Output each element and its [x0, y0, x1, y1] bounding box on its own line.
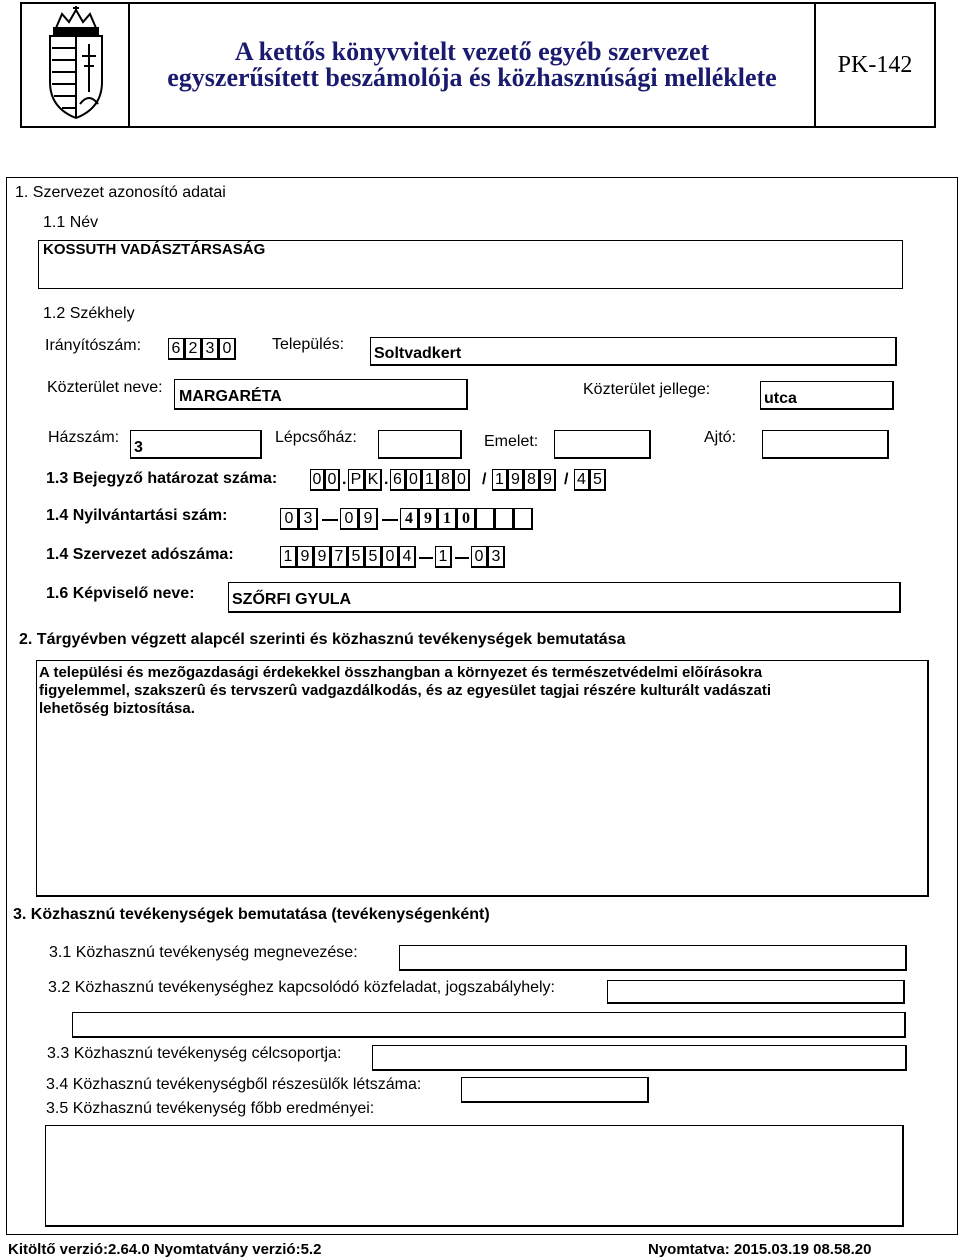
digit-cell[interactable]: 8	[438, 469, 454, 491]
digit-cell[interactable]	[514, 508, 533, 530]
rep-value: SZŐRFI GYULA	[232, 591, 352, 608]
name-value: KOSSUTH VADÁSZTÁRSASÁG	[43, 241, 266, 258]
target-group-label: 3.3 Közhasznú tevékenység célcsoportja:	[47, 1045, 342, 1062]
city-label: Település:	[272, 336, 345, 353]
street-type-label: Közterület jellege:	[583, 381, 711, 398]
digit-cell[interactable]: 6	[168, 338, 185, 360]
form-title-line2: egyszerűsített beszámolója és közhasznúsági melléklete	[167, 63, 777, 92]
digit-cell[interactable]: 9	[540, 469, 556, 491]
results-textarea[interactable]	[45, 1125, 904, 1227]
public-activity-name-field[interactable]	[399, 945, 907, 971]
floor-label: Emelet:	[484, 433, 539, 450]
digit-cell[interactable]: 5	[590, 469, 606, 491]
digit-cell[interactable]: 0	[219, 338, 236, 360]
rep-label: 1.6 Képviselő neve:	[46, 585, 195, 602]
digit-cell[interactable]: 2	[185, 338, 202, 360]
digit-cell[interactable]: P	[348, 469, 365, 491]
digit-cell[interactable]: 9	[419, 508, 438, 530]
registry-dot: .	[342, 471, 347, 488]
separator-dash	[382, 519, 398, 521]
footer-printed: Nyomtatva: 2015.03.19 08.58.20	[648, 1241, 872, 1258]
digit-cell[interactable]: K	[365, 469, 382, 491]
digit-cell[interactable]: 9	[359, 508, 378, 530]
digit-cell[interactable]: 0	[310, 469, 325, 491]
section3-heading: 3. Közhasznú tevékenységek bemutatása (tevékenységenként)	[13, 906, 490, 923]
form-title	[130, 4, 814, 126]
public-activity-name-label: 3.1 Közhasznú tevékenység megnevezése:	[49, 944, 358, 961]
digit-cell[interactable]: 0	[454, 469, 470, 491]
street-label: Közterület neve:	[47, 379, 163, 396]
digit-cell[interactable]: 3	[488, 546, 505, 568]
street-type-field[interactable]	[760, 381, 894, 410]
digit-cell[interactable]: 1	[280, 546, 297, 568]
registry-dot: .	[384, 471, 389, 488]
target-group-field[interactable]	[372, 1045, 907, 1071]
city-value: Soltvadkert	[374, 345, 462, 362]
stair-field[interactable]	[378, 430, 462, 459]
digit-cell[interactable]: 1	[438, 508, 457, 530]
door-label: Ajtó:	[704, 429, 737, 446]
digit-cell[interactable]: 1	[435, 546, 452, 568]
digit-cell[interactable]: 9	[314, 546, 331, 568]
digit-cell[interactable]: 5	[348, 546, 365, 568]
floor-field[interactable]	[554, 430, 651, 459]
street-value: MARGARÉTA	[179, 388, 282, 405]
registry-label: 1.3 Bejegyző határozat száma:	[46, 470, 278, 487]
participants-field[interactable]	[461, 1077, 649, 1103]
digit-cell[interactable]: 0	[406, 469, 422, 491]
separator-dash	[419, 557, 433, 559]
digit-cell[interactable]	[476, 508, 495, 530]
participants-label: 3.4 Közhasznú tevékenységből részesülők létszáma:	[46, 1076, 422, 1093]
stair-label: Lépcsőház:	[275, 429, 357, 446]
name-field[interactable]	[38, 240, 903, 289]
activities-line1: A települési és mezõgazdasági érdekekkel összhangban a környezet és természetvédelmi elõírásokra	[39, 664, 763, 681]
street-field[interactable]	[174, 379, 468, 410]
form-code: PK-142	[814, 4, 934, 126]
digit-cell[interactable]: 0	[280, 508, 299, 530]
activities-line2: figyelemmel, szakszerû és tervszerû vadgazdálkodás, és az egyesület tagjai részére kulturált vadászati	[39, 682, 772, 699]
section2-heading: 2. Tárgyévben végzett alapcél szerinti és közhasznú tevékenységek bemutatása	[19, 631, 626, 648]
street-type-value: utca	[764, 390, 797, 407]
separator-dash	[455, 557, 469, 559]
digit-cell[interactable]: 4	[400, 508, 419, 530]
activities-line3: lehetõség biztosítása.	[39, 700, 195, 717]
digit-cell[interactable]: 1	[422, 469, 438, 491]
digit-cell[interactable]: 5	[365, 546, 382, 568]
digit-cell[interactable]: 9	[297, 546, 314, 568]
digit-cell[interactable]: 8	[524, 469, 540, 491]
digit-cell[interactable]: 3	[299, 508, 318, 530]
tax-label: 1.4 Szervezet adószáma:	[46, 546, 234, 563]
digit-cell[interactable]: 4	[574, 469, 590, 491]
records-label: 1.4 Nyilvántartási szám:	[46, 507, 228, 524]
registry-slash: /	[482, 471, 487, 488]
activities-textarea[interactable]	[36, 660, 929, 897]
digit-cell[interactable]: 9	[508, 469, 524, 491]
door-field[interactable]	[762, 430, 889, 459]
digit-cell[interactable]	[495, 508, 514, 530]
public-task-field[interactable]	[607, 980, 905, 1004]
form-header	[20, 2, 936, 128]
name-label: 1.1 Név	[43, 214, 99, 231]
section1-heading: 1. Szervezet azonosító adatai	[15, 184, 226, 201]
house-value: 3	[134, 439, 143, 456]
registry-slash: /	[564, 471, 569, 488]
digit-cell[interactable]: 0	[340, 508, 359, 530]
form-title-line1: A kettős könyvvitelt vezető egyéb szervezet	[234, 37, 710, 66]
digit-cell[interactable]: 6	[390, 469, 406, 491]
digit-cell[interactable]: 7	[331, 546, 348, 568]
separator-dash	[322, 519, 338, 521]
rep-field[interactable]	[228, 582, 901, 613]
digit-cell[interactable]: 0	[325, 469, 340, 491]
digit-cell[interactable]: 0	[457, 508, 476, 530]
footer-version: Kitöltő verzió:2.64.0 Nyomtatvány verzió:5.2	[8, 1241, 322, 1258]
city-field[interactable]	[370, 337, 897, 366]
results-label: 3.5 Közhasznú tevékenység főbb eredményei:	[46, 1100, 375, 1117]
public-task-field-2[interactable]	[72, 1012, 906, 1038]
zip-label: Irányítószám:	[45, 337, 142, 354]
public-task-label: 3.2 Közhasznú tevékenységhez kapcsolódó közfeladat, jogszabályhely:	[48, 979, 555, 996]
seat-label: 1.2 Székhely	[43, 305, 135, 322]
house-field[interactable]	[130, 430, 262, 459]
digit-cell[interactable]: 3	[202, 338, 219, 360]
digit-cell[interactable]: 1	[492, 469, 508, 491]
coat-of-arms-logo	[22, 4, 130, 126]
digit-cell[interactable]: 0	[471, 546, 488, 568]
digit-cell[interactable]: 0	[382, 546, 399, 568]
digit-cell[interactable]: 4	[399, 546, 416, 568]
house-label: Házszám:	[48, 429, 120, 446]
